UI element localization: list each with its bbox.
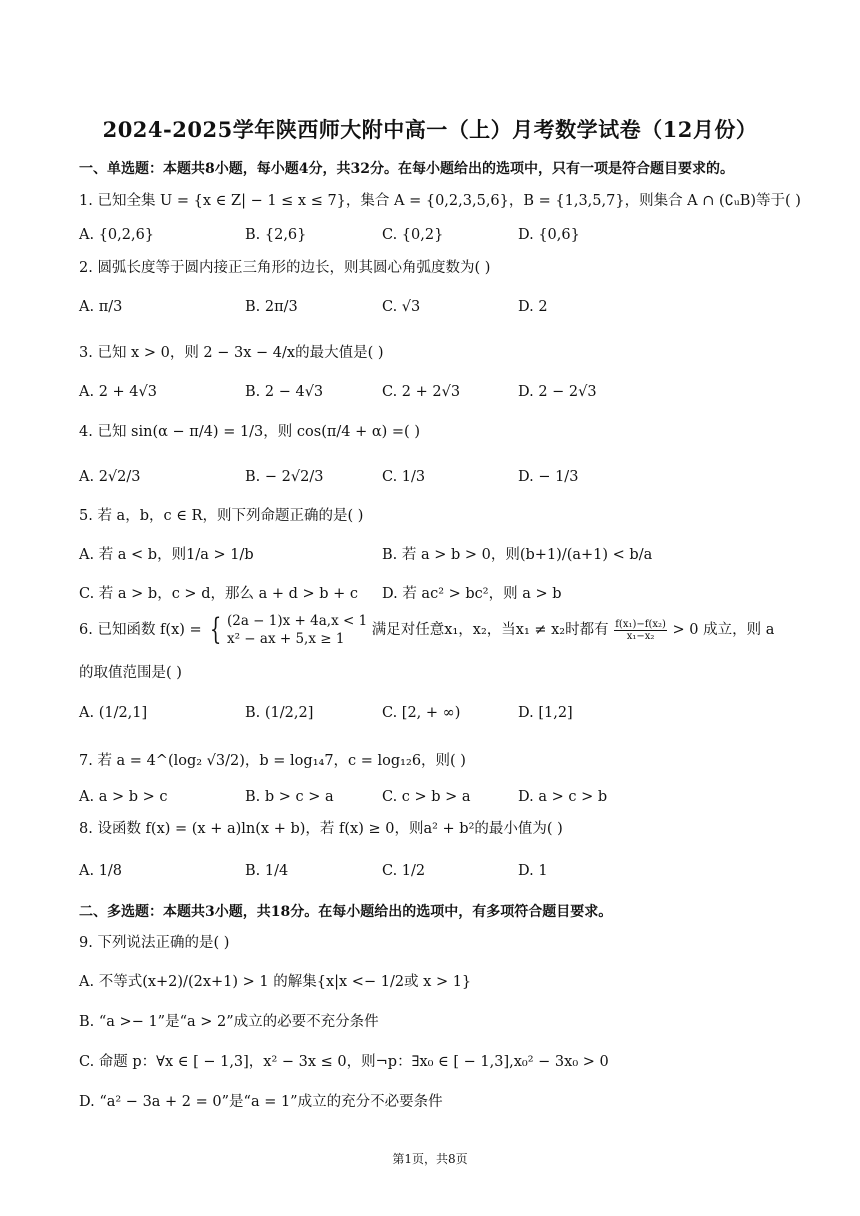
- q6-stem-prefix: 6. 已知函数 f(x) =: [79, 622, 202, 638]
- q5-option-c: C. 若 a > b，c > d，那么 a + d > b + c: [79, 586, 359, 602]
- q9-option-c: C. 命题 p：∀x ∈ [ − 1,3]，x² − 3x ≤ 0，则¬p：∃x₀ ∈ [ − 1,3],x₀² − 3x₀ > 0: [79, 1054, 609, 1070]
- q3-option-d: D. 2 − 2√3: [518, 384, 597, 400]
- q6-stem-suffix: > 0 成立，则 a: [672, 622, 775, 638]
- question-7: 7. 若 a = 4^(log₂ √3/2)，b = log₁₄7，c = log₁₂6，则( ): [79, 753, 466, 769]
- q7-option-c: C. c > b > a: [382, 789, 471, 805]
- q8-option-a: A. 1/8: [79, 863, 123, 879]
- q7-option-d: D. a > c > b: [518, 789, 608, 805]
- q5-option-b: B. 若 a > b > 0，则(b+1)/(a+1) < b/a: [382, 547, 653, 563]
- question-6-line-2: 的取值范围是( ): [79, 665, 182, 681]
- q1-option-c: C. {0,2}: [382, 227, 444, 243]
- q6-stem-mid: 满足对任意x₁，x₂，当x₁ ≠ x₂时都有: [371, 622, 609, 638]
- q2-option-a: A. π/3: [79, 299, 123, 315]
- q6-option-b: B. (1/2,2]: [245, 705, 314, 721]
- q1-option-b: B. {2,6}: [245, 227, 307, 243]
- q3-option-a: A. 2 + 4√3: [79, 384, 157, 400]
- q3-option-b: B. 2 − 4√3: [245, 384, 324, 400]
- q2-option-c: C. √3: [382, 299, 421, 315]
- q8-option-d: D. 1: [518, 863, 548, 879]
- q4-option-a: A. 2√2/3: [79, 469, 141, 485]
- q9-option-a: A. 不等式(x+2)/(2x+1) > 1 的解集{x|x <− 1/2或 x > 1}: [79, 974, 472, 990]
- q7-option-b: B. b > c > a: [245, 789, 334, 805]
- q6-frac-denominator: x₁−x₂: [626, 630, 655, 642]
- q1-option-d: D. {0,6}: [518, 227, 580, 243]
- question-9: 9. 下列说法正确的是( ): [79, 935, 230, 951]
- q2-option-d: D. 2: [518, 299, 548, 315]
- left-brace: {: [210, 612, 222, 647]
- q6-option-d: D. [1,2]: [518, 705, 573, 721]
- q9-option-d: D. “a² − 3a + 2 = 0”是“a = 1”成立的充分不必要条件: [79, 1094, 443, 1110]
- page-title: 2024-2025学年陕西师大附中高一（上）月考数学试卷（12月份）: [102, 117, 758, 142]
- page-footer: 第1页，共8页: [392, 1152, 468, 1166]
- q4-option-b: B. − 2√2/3: [245, 469, 324, 485]
- q4-option-d: D. − 1/3: [518, 469, 579, 485]
- q4-option-c: C. 1/3: [382, 469, 426, 485]
- question-4: 4. 已知 sin(α − π/4) = 1/3，则 cos(π/4 + α) =( ): [79, 424, 420, 440]
- q6-difference-quotient: [614, 619, 667, 642]
- q1-option-a: A. {0,2,6}: [79, 227, 155, 243]
- q6-case-1: (2a − 1)x + 4a,x < 1: [226, 613, 368, 629]
- q3-option-c: C. 2 + 2√3: [382, 384, 461, 400]
- q5-option-a: A. 若 a < b，则1/a > 1/b: [79, 547, 254, 563]
- question-5: 5. 若 a，b，c ∈ R，则下列命题正确的是( ): [79, 508, 364, 524]
- section-heading-multi-choice: 二、多选题：本题共3小题，共18分。在每小题给出的选项中，有多项符合题目要求。: [79, 904, 613, 920]
- section-heading-single-choice: 一、单选题：本题共8小题，每小题4分，共32分。在每小题给出的选项中，只有一项是符合题目要求的。: [79, 161, 734, 177]
- question-8: 8. 设函数 f(x) = (x + a)ln(x + b)，若 f(x) ≥ 0，则a² + b²的最小值为( ): [79, 821, 563, 837]
- q6-option-c: C. [2, + ∞): [382, 705, 461, 721]
- question-6: [79, 612, 774, 648]
- q6-case-2: x² − ax + 5,x ≥ 1: [226, 631, 345, 647]
- q5-option-d: D. 若 ac² > bc²，则 a > b: [382, 586, 562, 602]
- q8-option-c: C. 1/2: [382, 863, 426, 879]
- q9-option-b: B. “a >− 1”是“a > 2”成立的必要不充分条件: [79, 1014, 379, 1030]
- question-1: 1. 已知全集 U = {x ∈ Z| − 1 ≤ x ≤ 7}，集合 A = {0,2,3,5,6}，B = {1,3,5,7}，则集合 A ∩ (∁ᵤB)等于( ): [79, 193, 801, 209]
- q7-option-a: A. a > b > c: [79, 789, 168, 805]
- q6-option-a: A. (1/2,1]: [79, 705, 148, 721]
- q2-option-b: B. 2π/3: [245, 299, 298, 315]
- question-3: 3. 已知 x > 0，则 2 − 3x − 4/x的最大值是( ): [79, 345, 384, 361]
- q6-frac-numerator: f(x₁)−f(x₂): [615, 618, 666, 630]
- question-2: 2. 圆弧长度等于圆内接正三角形的边长，则其圆心角弧度数为( ): [79, 260, 491, 276]
- q8-option-b: B. 1/4: [245, 863, 289, 879]
- piecewise-cases: [227, 612, 367, 648]
